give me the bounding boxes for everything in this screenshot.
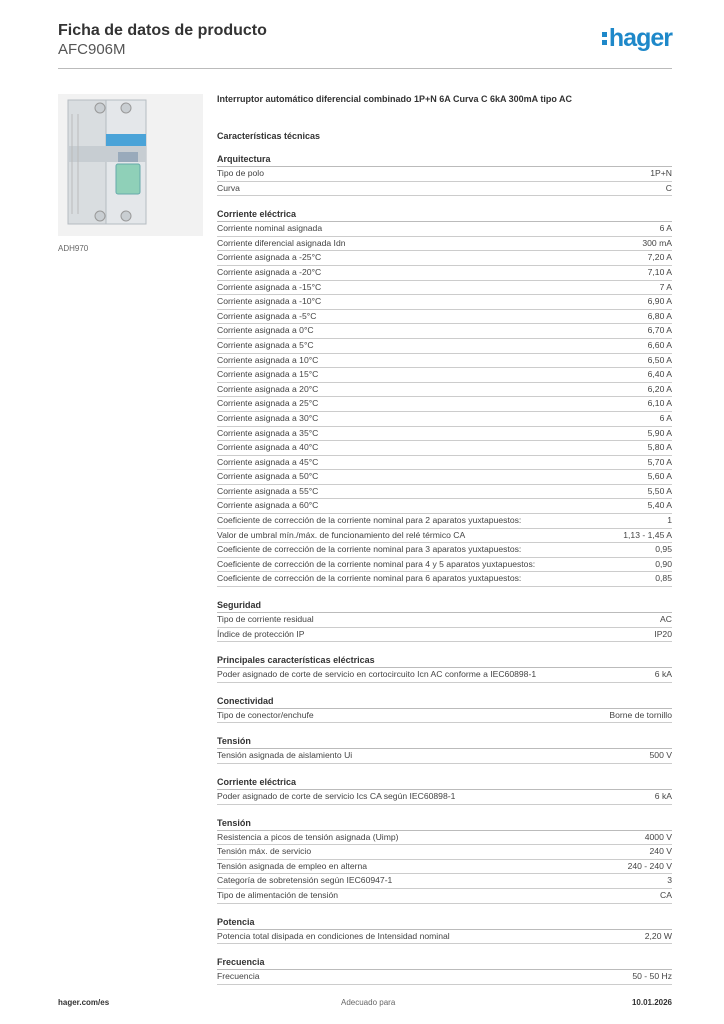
- page-title: Ficha de datos de producto: [58, 22, 267, 39]
- product-code: AFC906M: [58, 41, 126, 58]
- spec-label: Categoría de sobretensión según IEC60947-1: [217, 875, 393, 886]
- spec-value: 5,40 A: [647, 500, 672, 511]
- spec-label: Coeficiente de corrección de la corriente nominal para 3 aparatos yuxtapuestos:: [217, 544, 522, 555]
- spec-value: 0,95: [655, 544, 672, 555]
- spec-label: Tipo de conector/enchufe: [217, 709, 314, 720]
- spec-value: 5,50 A: [647, 485, 672, 496]
- spec-value: 0,90: [655, 558, 672, 569]
- spec-label: Tensión máx. de servicio: [217, 846, 312, 857]
- spec-value: 6,90 A: [647, 296, 672, 307]
- spec-value: 5,70 A: [647, 456, 672, 467]
- spec-row: [217, 182, 672, 197]
- spec-row: [217, 499, 672, 514]
- spec-row: [217, 628, 672, 643]
- spec-value: IP20: [654, 628, 672, 639]
- spec-value: 5,90 A: [647, 427, 672, 438]
- spec-row: [217, 889, 672, 904]
- spec-value: CA: [660, 889, 672, 900]
- spec-label: Potencia total disipada en condiciones de Intensidad nominal: [217, 930, 450, 941]
- spec-row: [217, 529, 672, 544]
- spec-value: AC: [660, 614, 672, 625]
- spec-row: [217, 167, 672, 182]
- spec-row: [217, 237, 672, 252]
- spec-label: Coeficiente de corrección de la corriente nominal para 4 y 5 aparatos yuxtapuestos:: [217, 558, 536, 569]
- spec-section: [217, 654, 672, 683]
- spec-row: [217, 412, 672, 427]
- spec-label: Corriente asignada a 10°C: [217, 354, 319, 365]
- spec-row: [217, 441, 672, 456]
- spec-label: Resistencia a picos de tensión asignada (Uimp): [217, 831, 399, 842]
- spec-label: Corriente nominal asignada: [217, 223, 323, 234]
- spec-row: [217, 295, 672, 310]
- spec-label: Corriente asignada a -20°C: [217, 266, 322, 277]
- spec-section: [217, 153, 672, 196]
- spec-section: [217, 695, 672, 724]
- spec-value: 5,60 A: [647, 471, 672, 482]
- spec-label: Corriente asignada a 15°C: [217, 369, 319, 380]
- spec-row: [217, 339, 672, 354]
- product-description: Interruptor automático diferencial combinado 1P+N 6A Curva C 6kA 300mA tipo AC: [217, 94, 572, 104]
- spec-row: [217, 368, 672, 383]
- spec-label: Corriente asignada a 45°C: [217, 456, 319, 467]
- spec-label: Corriente asignada a 50°C: [217, 471, 319, 482]
- spec-section: [217, 208, 672, 587]
- spec-label: Corriente asignada a 60°C: [217, 500, 319, 511]
- spec-row: [217, 310, 672, 325]
- spec-label: Corriente asignada a -25°C: [217, 252, 322, 263]
- spec-label: Corriente asignada a -15°C: [217, 281, 322, 292]
- spec-row: [217, 514, 672, 529]
- spec-value: 6,50 A: [647, 354, 672, 365]
- section-title: Seguridad: [217, 599, 672, 613]
- spec-value: 6,80 A: [647, 310, 672, 321]
- spec-label: Coeficiente de corrección de la corriente nominal para 6 aparatos yuxtapuestos:: [217, 573, 522, 584]
- spec-content: [217, 94, 672, 997]
- spec-row: [217, 613, 672, 628]
- section-title: Frecuencia: [217, 956, 672, 970]
- spec-label: Tipo de corriente residual: [217, 614, 314, 625]
- spec-label: Índice de protección IP: [217, 628, 305, 639]
- spec-label: Poder asignado de corte de servicio Ics CA según IEC60898-1: [217, 791, 456, 801]
- spec-label: Tipo de alimentación de tensión: [217, 889, 339, 900]
- section-title: Tensión: [217, 735, 672, 749]
- spec-label: Poder asignado de corte de servicio en cortocircuito Icn AC conforme a IEC60898-1: [217, 669, 537, 680]
- spec-row: [217, 427, 672, 442]
- spec-value: 6 kA: [654, 669, 672, 680]
- spec-label: Tensión asignada de empleo en alterna: [217, 860, 368, 871]
- spec-value: 6,10 A: [647, 398, 672, 409]
- spec-label: Coeficiente de corrección de la corriente nominal para 2 aparatos yuxtapuestos:: [217, 515, 522, 526]
- spec-label: Curva: [217, 182, 240, 193]
- spec-value: 5,80 A: [647, 442, 672, 453]
- spec-value: 2,20 W: [644, 930, 672, 941]
- spec-value: 1P+N: [650, 168, 672, 178]
- section-title: Corriente eléctrica: [217, 776, 672, 790]
- spec-value: 7,10 A: [647, 266, 672, 277]
- spec-sections: [217, 153, 672, 985]
- spec-value: Borne de tornillo: [609, 709, 672, 720]
- spec-value: 6 A: [659, 223, 672, 234]
- spec-value: 500 V: [649, 750, 672, 761]
- spec-section: [217, 817, 672, 904]
- spec-label: Corriente asignada a 40°C: [217, 442, 319, 453]
- spec-label: Corriente asignada a 35°C: [217, 427, 319, 438]
- spec-section: [217, 776, 672, 805]
- spec-value: 6,70 A: [647, 325, 672, 336]
- footer-website[interactable]: hager.com/es: [58, 998, 110, 1007]
- section-title: Tensión: [217, 817, 672, 831]
- hager-logo: [602, 24, 672, 53]
- spec-label: Valor de umbral mín./máx. de funcionamiento del relé térmico CA: [217, 529, 466, 540]
- spec-value: 0,85: [655, 573, 672, 584]
- spec-value: 300 mA: [642, 237, 672, 248]
- spec-value: 4000 V: [644, 831, 672, 842]
- spec-label: Corriente asignada a 30°C: [217, 412, 319, 423]
- spec-label: Corriente asignada a -10°C: [217, 296, 322, 307]
- spec-row: [217, 324, 672, 339]
- section-title: Arquitectura: [217, 153, 672, 167]
- section-title: Conectividad: [217, 695, 672, 709]
- spec-label: Corriente asignada a 25°C: [217, 398, 319, 409]
- spec-row: [217, 470, 672, 485]
- spec-row: [217, 668, 672, 683]
- spec-row: [217, 383, 672, 398]
- circuit-breaker-icon: [58, 94, 203, 236]
- spec-section: [217, 956, 672, 985]
- spec-row: [217, 543, 672, 558]
- spec-row: [217, 930, 672, 945]
- spec-section: [217, 735, 672, 764]
- spec-row: [217, 251, 672, 266]
- spec-row: [217, 970, 672, 985]
- logo-dots-icon: [602, 32, 607, 45]
- spec-label: Corriente asignada a 0°C: [217, 325, 314, 336]
- spec-value: 50 - 50 Hz: [632, 971, 672, 982]
- spec-row: [217, 709, 672, 724]
- spec-value: 7,20 A: [647, 252, 672, 263]
- spec-row: [217, 485, 672, 500]
- tech-characteristics-title: Características técnicas: [217, 131, 321, 141]
- spec-value: 1,13 - 1,45 A: [623, 529, 672, 540]
- section-title: Potencia: [217, 916, 672, 930]
- footer-suitability: Adecuado para: [341, 998, 396, 1007]
- header-divider: [58, 68, 672, 69]
- footer-date: 10.01.2026: [631, 998, 672, 1007]
- spec-row: [217, 456, 672, 471]
- spec-label: Tensión asignada de aislamiento Ui: [217, 750, 353, 761]
- spec-value: 7 A: [659, 281, 672, 292]
- spec-label: Frecuencia: [217, 971, 260, 982]
- spec-row: [217, 572, 672, 587]
- spec-row: [217, 266, 672, 281]
- spec-row: [217, 874, 672, 889]
- spec-label: Corriente asignada a 20°C: [217, 383, 319, 394]
- spec-value: 6,40 A: [647, 369, 672, 380]
- spec-label: Corriente asignada a 55°C: [217, 485, 319, 496]
- spec-label: Tipo de polo: [217, 168, 264, 178]
- spec-row: [217, 397, 672, 412]
- logo-text: hager: [608, 24, 672, 52]
- spec-row: [217, 845, 672, 860]
- product-image: [58, 94, 203, 236]
- spec-value: 1: [667, 515, 672, 526]
- spec-row: [217, 790, 672, 805]
- page-header: [58, 20, 672, 68]
- spec-value: 6,20 A: [647, 383, 672, 394]
- spec-row: [217, 281, 672, 296]
- spec-row: [217, 749, 672, 764]
- spec-row: [217, 831, 672, 846]
- section-title: Principales características eléctricas: [217, 654, 672, 668]
- spec-value: 240 V: [649, 846, 672, 857]
- spec-section: [217, 916, 672, 945]
- spec-section: [217, 599, 672, 642]
- spec-row: [217, 860, 672, 875]
- spec-label: Corriente diferencial asignada Idn: [217, 237, 346, 248]
- spec-value: C: [665, 182, 672, 193]
- spec-value: 3: [667, 875, 672, 886]
- spec-label: Corriente asignada a 5°C: [217, 339, 314, 350]
- spec-value: 6 kA: [654, 791, 672, 801]
- image-caption: ADH970: [58, 244, 89, 253]
- spec-row: [217, 354, 672, 369]
- spec-label: Corriente asignada a -5°C: [217, 310, 317, 321]
- section-title: Corriente eléctrica: [217, 208, 672, 222]
- spec-value: 240 - 240 V: [627, 860, 672, 871]
- spec-row: [217, 222, 672, 237]
- spec-row: [217, 558, 672, 573]
- spec-value: 6,60 A: [647, 339, 672, 350]
- spec-value: 6 A: [659, 412, 672, 423]
